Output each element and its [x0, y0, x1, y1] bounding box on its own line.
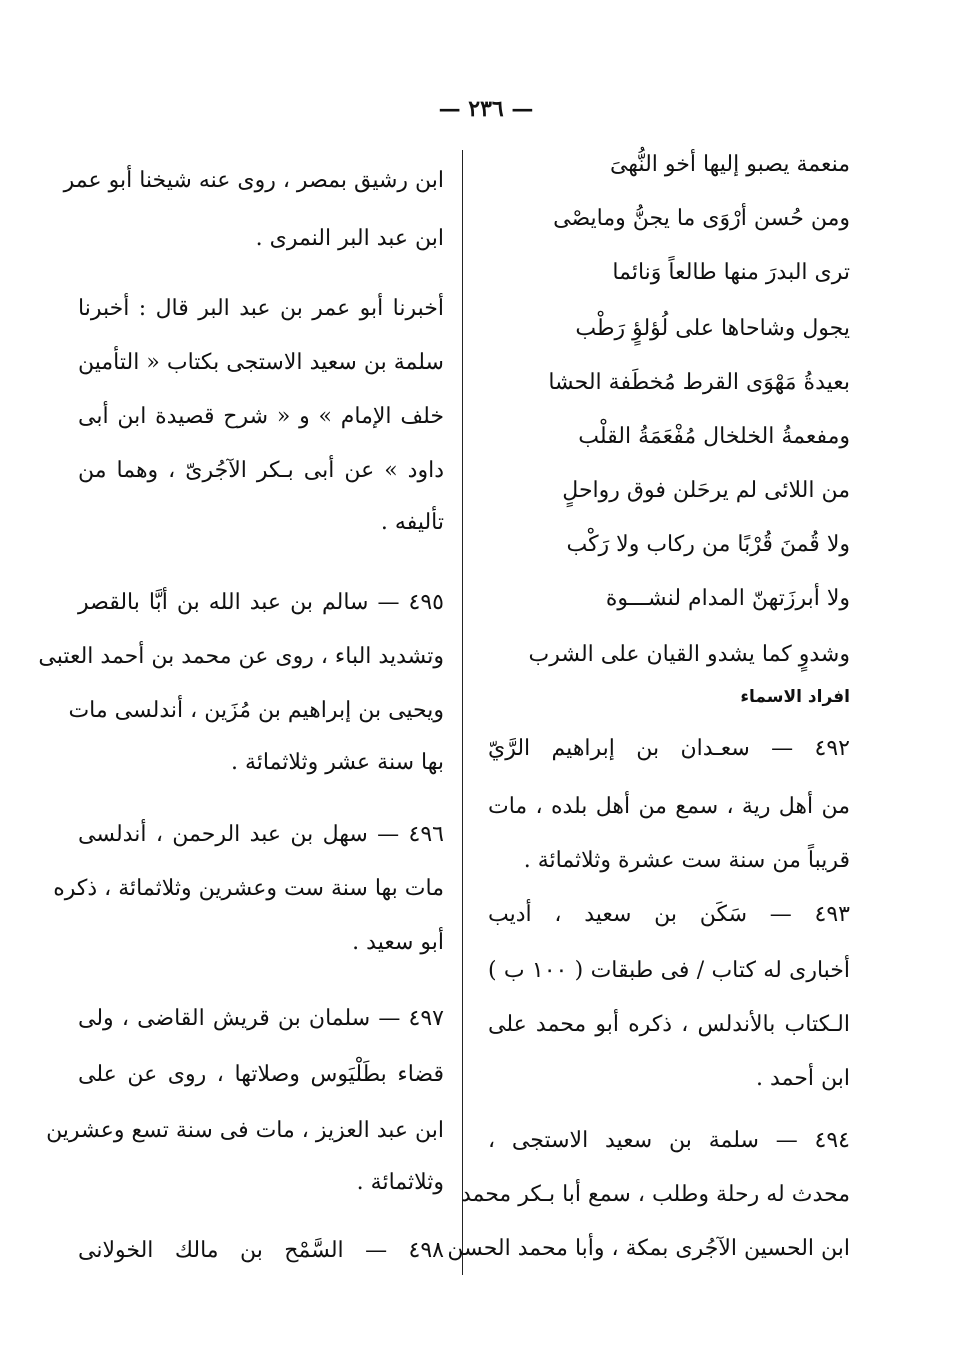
entry-line: قريباً من سنة ست عشرة وثلاثمائة . [523, 848, 850, 873]
poem-line: منعمة يصبو إليها أخو النُّهىَ [609, 152, 850, 177]
poem-line: من اللائى لم يرحَلن فوق رواحلٍ [562, 478, 850, 503]
section-heading: افراد الاسماء [740, 687, 850, 707]
right-column [447, 140, 851, 1280]
entry-line: أبو سعيد . [352, 930, 444, 955]
entry-line: أخبارى له كتاب / فى طبقات ( ١٠٠ ب ) [488, 958, 851, 983]
poem-line: ولا قُمنَ قُرْبًا من ركاب ولا رَكْب [566, 532, 850, 557]
entry-line: أخبرنا أبو عمر بن عبد البر قال : أخبرنا [78, 296, 444, 321]
entry-line: بها سنة عشر وثلاثمائة . [230, 750, 444, 775]
entry-line: من أهل رية ، سمع من أهل بلده ، مات [488, 794, 850, 819]
entry-line: ٤٩٢ — سعـدان بن إبراهيم الرَّيّ [488, 736, 850, 761]
poem-line: بعيدةُ مَهْوَى القرط مُخطَفة الحشا [548, 370, 850, 395]
entry-line: سلمة بن سعيد الاستجى بكتاب « التأمين [78, 350, 444, 375]
entry-line: ابن الحسين الآجُرى بمكة ، وأبا محمد الحسن [447, 1236, 850, 1261]
poem-line: ومن حُسن أرْوَى ما يجنُّ ومايصْى [553, 206, 850, 231]
entry-line: داود » عن أبى بـكر الآجُرىّ ، وهما من [78, 458, 444, 483]
entry-line: ٤٩٣ — سَكَن بن سعيد ، أديب [488, 902, 850, 927]
entry-line: ٤٩٦ — سهل بن عبد الرحمن ، أندلسى [78, 822, 444, 847]
entry-line: وثلاثمائة . [356, 1170, 444, 1195]
entry-line: ابن أحمد . [756, 1066, 850, 1091]
column-divider [462, 150, 463, 1275]
page-number: — ٢٣٦ — [438, 96, 534, 122]
poem-line: يجول وشاحاها على لُؤلؤٍ رَطْب [575, 316, 850, 341]
entry-line: مات بها سنة ست وعشرين وثلاثمائة ، ذكره [53, 876, 444, 901]
poem-line: ترى البدرَ منها طالعاً وَنائما [612, 260, 850, 285]
entry-line: ٤٩٤ — سلمة بن سعيد الاستجى ، [488, 1128, 850, 1153]
poem-line: ومفعمةُ الخلخال مُفْعَمَةُ القلْب [578, 424, 850, 449]
entry-line: ٤٩٧ — سلمان بن قريش القاضى ، ولى [78, 1006, 444, 1031]
entry-line: ابن عبد البر النمرى . [255, 226, 444, 251]
entry-line: الـكتاب بالأندلس ، ذكره أبو محمد على [488, 1012, 850, 1037]
entry-line: وتشديد الباء ، روى عن محمد بن أحمد العتبى [38, 644, 444, 669]
entry-line: خلف الإمام » و « شرح قصيدة ابن أبى [78, 404, 444, 429]
poem-line: ولا أبرزَتهنّ المدام لنشـــوة [605, 586, 850, 611]
entry-line: محدث له رحلة وطلب ، سمع أبا بـكر محمد [460, 1182, 850, 1207]
entry-line: ابن عبد العزيز ، مات فى سنة تسع وعشرين [46, 1118, 444, 1143]
entry-line: ويحيى بن إبراهيم بن مُزَين ، أندلسى مات [68, 698, 444, 723]
entry-line: ٤٩٨ — السَّمْح بن مالك الخولانى [78, 1238, 444, 1263]
left-column [38, 140, 444, 1280]
entry-line: تأليفه . [380, 510, 444, 535]
entry-line: ابن رشيق بمصر ، روى عنه شيخنا أبو عمر [63, 168, 444, 193]
poem-line: وشدوٍ كما يشدو القيان على الشرب [528, 642, 850, 667]
entry-line: ٤٩٥ — سالم بن عبد الله بن أبَّا بالقصر [78, 590, 444, 615]
entry-line: قضاء بطَلْيَوس وصلاتها ، روى عن على [78, 1062, 444, 1087]
